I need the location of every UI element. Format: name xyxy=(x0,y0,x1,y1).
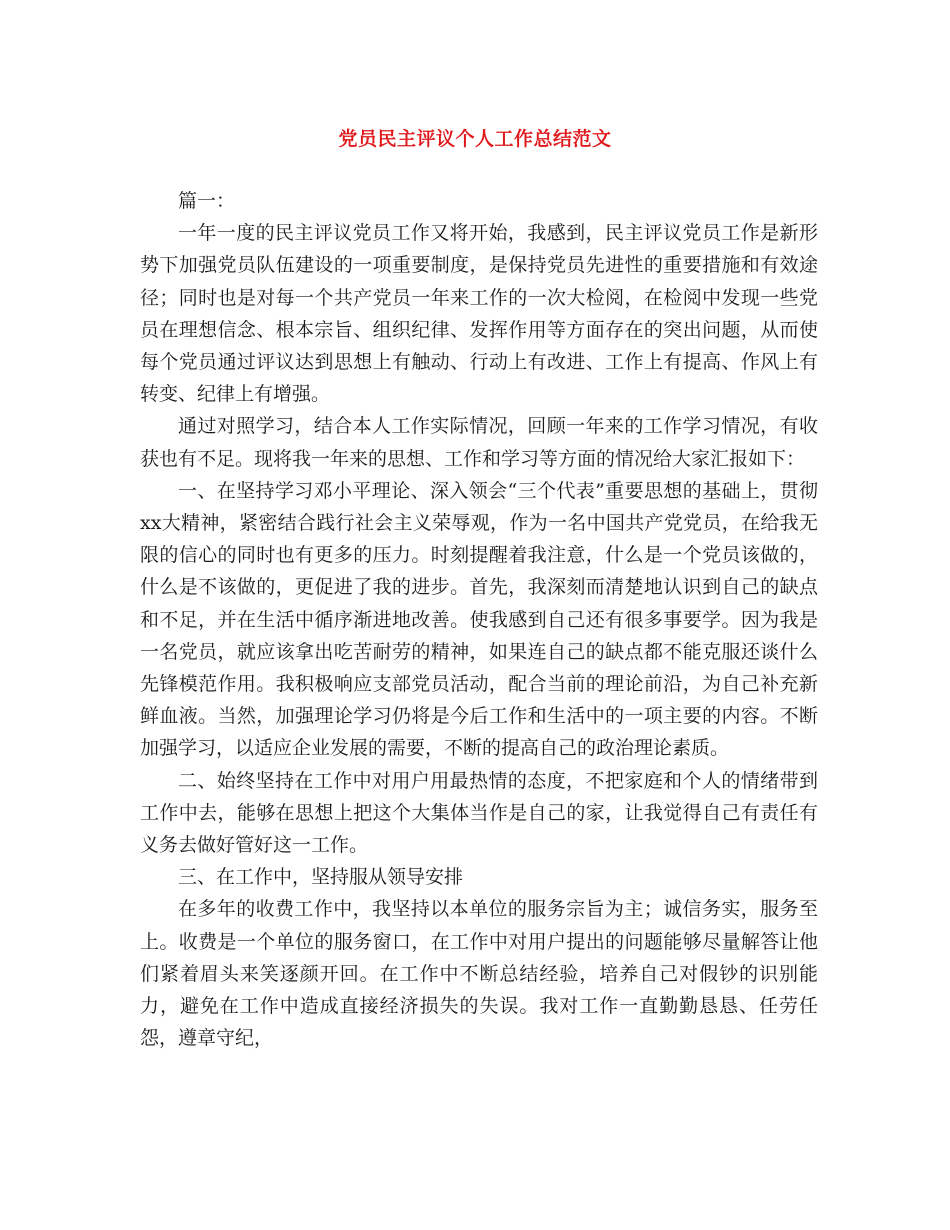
paragraph-intro: 一年一度的民主评议党员工作又将开始，我感到，民主评议党员工作是新形势下加强党员队伍建设的一项重要制度，是保持党员先进性的重要措施和有效途径；同时也是对每一个共产党员一年来工作的一次大检阅，在检阅中发现一些党员在理想信念、根本宗旨、组织纪律、发挥作用等方面存在的突出问题，从而使每个党员通过评议达到思想上有触动、行动上有改进、工作上有提高、作风上有转变、纪律上有增强。 xyxy=(140,222,818,406)
paragraph-point-three-body: 在多年的收费工作中，我坚持以本单位的服务宗旨为主；诚信务实，服务至上。收费是一个单位的服务窗口，在工作中对用户提出的问题能够尽量解答让他们紧着眉头来笑逐颜开回。在工作中不断总结经验，培养自己对假钞的识别能力，避免在工作中造成直接经济损失的失误。我对工作一直勤勤恳恳、任劳任怨，遵章守纪， xyxy=(140,898,818,1050)
section-label: 篇一： xyxy=(178,190,236,212)
paragraph-point-two: 二、始终坚持在工作中对用户用最热情的态度，不把家庭和个人的情绪带到工作中去，能够在思想上把这个大集体当作是自己的家，让我觉得自己有责任有义务去做好管好这一工作。 xyxy=(140,769,818,857)
paragraph-point-three-heading: 三、在工作中，坚持服从领导安排 xyxy=(178,866,464,889)
paragraph-summary: 通过对照学习，结合本人工作实际情况，回顾一年来的工作学习情况，有收获也有不足。现将我一年来的思想、工作和学习等方面的情况给大家汇报如下： xyxy=(140,415,818,470)
paragraph-point-one: 一、在坚持学习邓小平理论、深入领会“三个代表”重要思想的基础上，贯彻xx大精神，紧密结合践行社会主义荣辱观，作为一名中国共产党党员，在给我无限的信心的同时也有更多的压力。时刻提醒着我注意，什么是一个党员该做的，什么是不该做的，更促进了我的进步。首先，我深刻而清楚地认识到自己的缺点和不足，并在生活中循序渐进地改善。使我感到自己还有很多事要学。因为我是一名党员，就应该拿出吃苦耐劳的精神，如果连自己的缺点都不能克服还谈什么先锋模范作用。我积极响应支部党员活动，配合当前的理论前沿，为自己补充新鲜血液。当然，加强理论学习仍将是今后工作和生活中的一项主要的内容。不断加强学习，以适应企业发展的需要，不断的提高自己的政治理论素质。 xyxy=(140,479,818,760)
document-title: 党员民主评议个人工作总结范文 xyxy=(338,128,612,150)
document-body xyxy=(140,157,818,1054)
